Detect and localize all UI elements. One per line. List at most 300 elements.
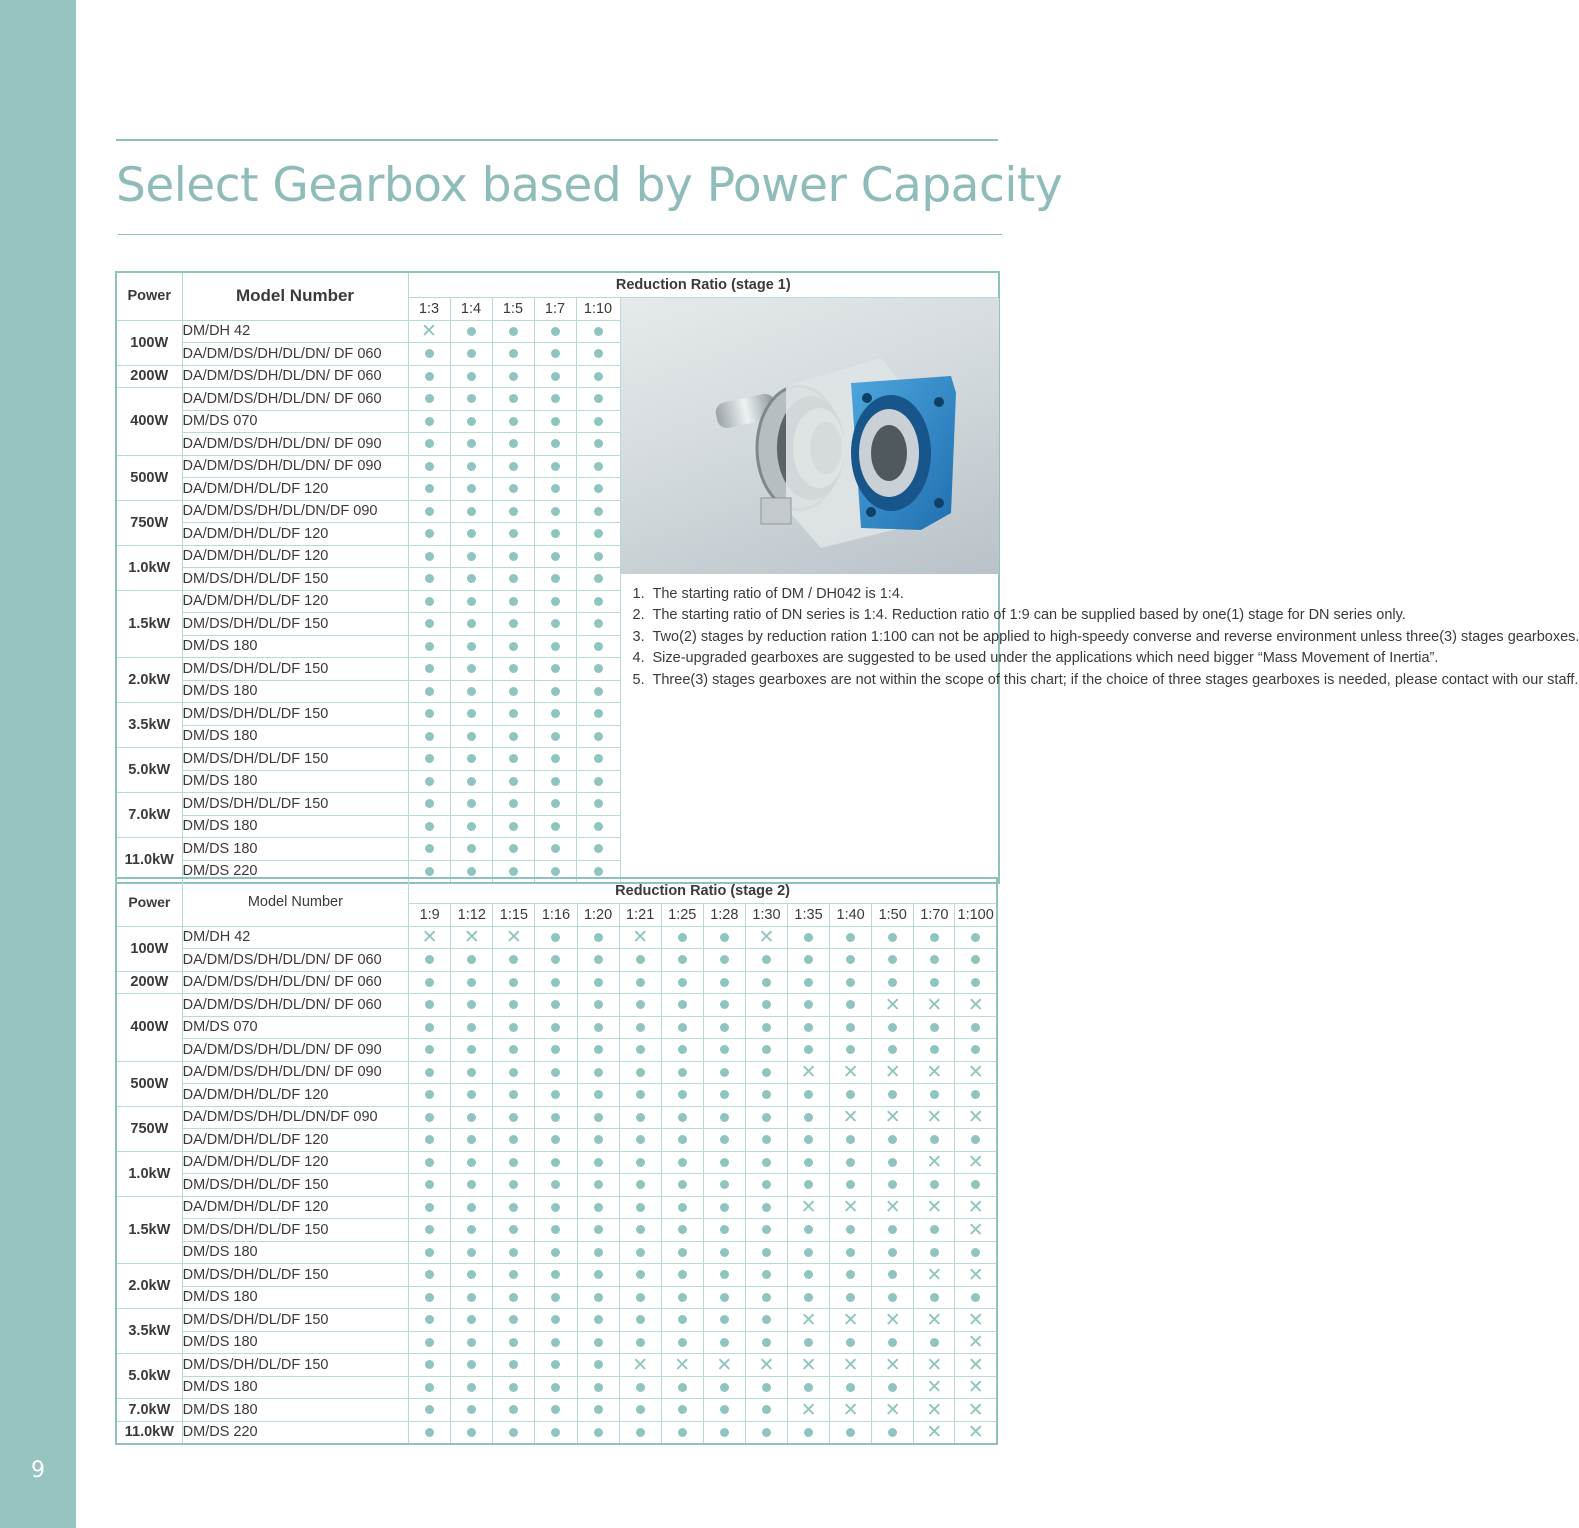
available-dot-icon	[930, 1045, 939, 1054]
ratio-availability-cell	[534, 545, 576, 568]
ratio-availability-cell	[661, 1016, 703, 1039]
model-number-header: Model Number	[182, 878, 409, 926]
table-row	[116, 994, 997, 1017]
model-number-cell: DA/DM/DS/DH/DL/DN/ DF 090	[182, 1061, 409, 1084]
available-dot-icon	[804, 1383, 813, 1392]
ratio-availability-cell	[661, 1129, 703, 1152]
available-dot-icon	[720, 1113, 729, 1122]
ratio-availability-cell	[535, 1354, 577, 1377]
ratio-availability-cell	[577, 1174, 619, 1197]
available-dot-icon	[636, 1045, 645, 1054]
available-dot-icon	[678, 1315, 687, 1324]
available-dot-icon	[804, 1023, 813, 1032]
ratio-availability-cell	[872, 1196, 914, 1219]
model-number-cell: DM/DS 180	[182, 838, 408, 861]
ratio-availability-cell	[534, 523, 576, 546]
ratio-availability-cell	[703, 926, 745, 949]
ratio-availability-cell	[450, 635, 492, 658]
available-dot-icon	[636, 1270, 645, 1279]
available-dot-icon	[971, 978, 980, 987]
available-dot-icon	[846, 1023, 855, 1032]
available-dot-icon	[425, 642, 434, 651]
available-dot-icon	[467, 978, 476, 987]
available-dot-icon	[594, 349, 603, 358]
ratio-availability-cell	[451, 1309, 493, 1332]
ratio-availability-cell	[787, 1219, 829, 1242]
ratio-availability-cell	[619, 949, 661, 972]
available-dot-icon	[509, 1180, 518, 1189]
available-dot-icon	[720, 1090, 729, 1099]
ratio-header-cell: 1:70	[914, 904, 955, 927]
ratio-availability-cell	[577, 1084, 619, 1107]
ratio-availability-cell	[576, 793, 620, 816]
available-dot-icon	[509, 754, 518, 763]
ratio-header-cell: 1:4	[450, 298, 492, 321]
available-dot-icon	[804, 1090, 813, 1099]
available-dot-icon	[762, 1135, 771, 1144]
available-dot-icon	[509, 642, 518, 651]
note-text: The starting ratio of DN series is 1:4. Reduction ratio of 1:9 can be supplied based by one(1) stage for DN series only.	[652, 607, 1406, 624]
available-dot-icon	[971, 955, 980, 964]
ratio-availability-cell	[661, 1264, 703, 1287]
not-available-cross-icon: ✕	[884, 1398, 901, 1421]
table-row	[116, 971, 997, 994]
ratio-availability-cell	[408, 793, 450, 816]
ratio-availability-cell	[955, 1354, 997, 1377]
available-dot-icon	[551, 462, 560, 471]
available-dot-icon	[425, 867, 434, 876]
ratio-availability-cell	[408, 590, 450, 613]
available-dot-icon	[678, 1293, 687, 1302]
available-dot-icon	[636, 1000, 645, 1009]
ratio-availability-cell	[745, 1331, 787, 1354]
ratio-availability-cell	[872, 1084, 914, 1107]
ratio-availability-cell	[577, 1151, 619, 1174]
available-dot-icon	[678, 1338, 687, 1347]
available-dot-icon	[467, 529, 476, 538]
ratio-availability-cell	[830, 1241, 872, 1264]
available-dot-icon	[846, 1270, 855, 1279]
table-row	[116, 1354, 997, 1377]
available-dot-icon	[509, 867, 518, 876]
available-dot-icon	[467, 1405, 476, 1414]
ratio-availability-cell	[534, 478, 576, 501]
model-number-header: Model Number	[182, 272, 408, 320]
power-cell: 100W	[116, 926, 182, 971]
available-dot-icon	[467, 1180, 476, 1189]
ratio-availability-cell	[619, 971, 661, 994]
ratio-availability-cell	[745, 1106, 787, 1129]
not-available-cross-icon: ✕	[842, 1196, 859, 1219]
available-dot-icon	[678, 1203, 687, 1212]
ratio-availability-cell	[914, 1106, 955, 1129]
not-available-cross-icon: ✕	[674, 1353, 691, 1376]
not-available-cross-icon: ✕	[505, 926, 522, 949]
not-available-cross-icon: ✕	[967, 1331, 984, 1354]
available-dot-icon	[762, 1113, 771, 1122]
available-dot-icon	[425, 844, 434, 853]
model-number-cell: DM/DS/DH/DL/DF 150	[182, 793, 408, 816]
available-dot-icon	[971, 1248, 980, 1257]
model-number-cell: DM/DS/DH/DL/DF 150	[182, 1309, 409, 1332]
model-number-cell: DA/DM/DH/DL/DF 120	[182, 523, 408, 546]
available-dot-icon	[467, 1248, 476, 1257]
available-dot-icon	[467, 642, 476, 651]
available-dot-icon	[467, 552, 476, 561]
available-dot-icon	[888, 1270, 897, 1279]
available-dot-icon	[594, 1293, 603, 1302]
available-dot-icon	[551, 1113, 560, 1122]
available-dot-icon	[930, 1338, 939, 1347]
not-available-cross-icon: ✕	[800, 1061, 817, 1084]
available-dot-icon	[509, 844, 518, 853]
available-dot-icon	[551, 709, 560, 718]
ratio-availability-cell	[872, 1264, 914, 1287]
available-dot-icon	[930, 1135, 939, 1144]
ratio-availability-cell	[450, 455, 492, 478]
ratio-availability-cell	[703, 1354, 745, 1377]
ratio-availability-cell	[408, 568, 450, 591]
available-dot-icon	[467, 822, 476, 831]
available-dot-icon	[720, 933, 729, 942]
ratio-availability-cell	[661, 1309, 703, 1332]
available-dot-icon	[971, 933, 980, 942]
ratio-availability-cell	[577, 1129, 619, 1152]
ratio-availability-cell	[492, 343, 534, 366]
ratio-availability-cell	[408, 388, 450, 411]
not-available-cross-icon: ✕	[967, 1263, 984, 1286]
available-dot-icon	[551, 777, 560, 786]
power-cell: 7.0kW	[116, 793, 182, 838]
note-item	[632, 627, 1579, 648]
available-dot-icon	[636, 1203, 645, 1212]
ratio-availability-cell	[745, 994, 787, 1017]
ratio-availability-cell	[493, 1084, 535, 1107]
not-available-cross-icon: ✕	[884, 1196, 901, 1219]
ratio-availability-cell	[451, 1354, 493, 1377]
available-dot-icon	[551, 955, 560, 964]
model-number-cell: DM/DS 180	[182, 725, 408, 748]
ratio-availability-cell	[492, 433, 534, 456]
not-available-cross-icon: ✕	[421, 320, 437, 343]
ratio-availability-cell	[661, 1286, 703, 1309]
available-dot-icon	[509, 439, 518, 448]
ratio-availability-cell	[409, 1106, 451, 1129]
model-number-cell: DA/DM/DS/DH/DL/DN/ DF 060	[182, 994, 409, 1017]
ratio-availability-cell	[661, 1196, 703, 1219]
ratio-availability-cell	[914, 1286, 955, 1309]
ratio-availability-cell	[872, 1354, 914, 1377]
available-dot-icon	[804, 955, 813, 964]
ratio-availability-cell	[493, 926, 535, 949]
available-dot-icon	[551, 417, 560, 426]
ratio-availability-cell	[450, 568, 492, 591]
ratio-availability-cell	[703, 1219, 745, 1242]
available-dot-icon	[888, 1383, 897, 1392]
available-dot-icon	[425, 529, 434, 538]
ratio-availability-cell	[409, 1399, 451, 1422]
ratio-availability-cell	[409, 1151, 451, 1174]
not-available-cross-icon: ✕	[926, 1353, 943, 1376]
available-dot-icon	[509, 709, 518, 718]
available-dot-icon	[846, 1090, 855, 1099]
available-dot-icon	[509, 1428, 518, 1437]
power-cell: 200W	[116, 365, 182, 388]
available-dot-icon	[804, 1000, 813, 1009]
ratio-header-cell: 1:16	[535, 904, 577, 927]
not-available-cross-icon: ✕	[967, 1196, 984, 1219]
available-dot-icon	[720, 1023, 729, 1032]
available-dot-icon	[594, 867, 603, 876]
ratio-availability-cell	[576, 703, 620, 726]
available-dot-icon	[846, 1293, 855, 1302]
ratio-availability-cell	[577, 1196, 619, 1219]
ratio-header-cell: 1:30	[745, 904, 787, 927]
ratio-availability-cell	[576, 545, 620, 568]
ratio-availability-cell	[745, 971, 787, 994]
available-dot-icon	[551, 1428, 560, 1437]
ratio-availability-cell	[409, 1421, 451, 1444]
ratio-availability-cell	[493, 1174, 535, 1197]
available-dot-icon	[509, 1135, 518, 1144]
available-dot-icon	[467, 417, 476, 426]
ratio-availability-cell	[914, 926, 955, 949]
ratio-availability-cell	[492, 770, 534, 793]
available-dot-icon	[509, 327, 518, 336]
available-dot-icon	[636, 1068, 645, 1077]
table-row	[116, 1151, 997, 1174]
ratio-availability-cell	[534, 500, 576, 523]
note-number: 4.	[632, 650, 645, 667]
table-row	[116, 1264, 997, 1287]
ratio-availability-cell	[535, 1016, 577, 1039]
available-dot-icon	[888, 933, 897, 942]
available-dot-icon	[720, 1338, 729, 1347]
model-number-cell: DM/DS 180	[182, 635, 408, 658]
ratio-availability-cell	[409, 1084, 451, 1107]
table-row	[116, 1106, 997, 1129]
ratio-availability-cell	[534, 748, 576, 771]
available-dot-icon	[888, 1135, 897, 1144]
available-dot-icon	[594, 687, 603, 696]
not-available-cross-icon: ✕	[632, 1353, 649, 1376]
ratio-availability-cell	[493, 1309, 535, 1332]
not-available-cross-icon: ✕	[967, 1218, 984, 1241]
ratio-availability-cell	[955, 1286, 997, 1309]
not-available-cross-icon: ✕	[842, 1398, 859, 1421]
ratio-availability-cell	[745, 1174, 787, 1197]
available-dot-icon	[425, 1090, 434, 1099]
available-dot-icon	[930, 1180, 939, 1189]
ratio-availability-cell	[661, 1241, 703, 1264]
ratio-availability-cell	[408, 703, 450, 726]
available-dot-icon	[594, 664, 603, 673]
ratio-availability-cell	[787, 1241, 829, 1264]
ratio-availability-cell	[703, 1174, 745, 1197]
available-dot-icon	[509, 1023, 518, 1032]
available-dot-icon	[930, 978, 939, 987]
ratio-availability-cell	[745, 1376, 787, 1399]
ratio-availability-cell	[450, 410, 492, 433]
available-dot-icon	[762, 1180, 771, 1189]
model-number-cell: DM/DS 180	[182, 1376, 409, 1399]
ratio-header-cell: 1:15	[493, 904, 535, 927]
available-dot-icon	[888, 1225, 897, 1234]
available-dot-icon	[594, 822, 603, 831]
model-number-cell: DM/DS/DH/DL/DF 150	[182, 1264, 409, 1287]
available-dot-icon	[804, 933, 813, 942]
available-dot-icon	[551, 1338, 560, 1347]
ratio-availability-cell	[577, 1354, 619, 1377]
available-dot-icon	[804, 1180, 813, 1189]
available-dot-icon	[425, 777, 434, 786]
table-row	[116, 926, 997, 949]
ratio-availability-cell	[576, 410, 620, 433]
not-available-cross-icon: ✕	[926, 1263, 943, 1286]
ratio-availability-cell	[408, 523, 450, 546]
available-dot-icon	[720, 1068, 729, 1077]
available-dot-icon	[594, 1045, 603, 1054]
ratio-availability-cell	[493, 1421, 535, 1444]
available-dot-icon	[425, 1383, 434, 1392]
available-dot-icon	[551, 1158, 560, 1167]
ratio-availability-cell	[830, 1376, 872, 1399]
available-dot-icon	[720, 1135, 729, 1144]
ratio-header-cell: 1:12	[451, 904, 493, 927]
available-dot-icon	[467, 1000, 476, 1009]
ratio-availability-cell	[493, 1399, 535, 1422]
ratio-availability-cell	[830, 994, 872, 1017]
ratio-availability-cell	[745, 1061, 787, 1084]
available-dot-icon	[551, 867, 560, 876]
available-dot-icon	[720, 955, 729, 964]
ratio-availability-cell	[451, 949, 493, 972]
ratio-availability-cell	[787, 1174, 829, 1197]
available-dot-icon	[425, 732, 434, 741]
available-dot-icon	[678, 933, 687, 942]
power-cell: 750W	[116, 1106, 182, 1151]
available-dot-icon	[467, 1113, 476, 1122]
available-dot-icon	[762, 1270, 771, 1279]
available-dot-icon	[930, 1225, 939, 1234]
not-available-cross-icon: ✕	[926, 1376, 943, 1399]
ratio-availability-cell	[955, 1421, 997, 1444]
available-dot-icon	[425, 1113, 434, 1122]
ratio-availability-cell	[619, 1039, 661, 1062]
ratio-availability-cell	[745, 1196, 787, 1219]
available-dot-icon	[467, 349, 476, 358]
ratio-availability-cell	[534, 680, 576, 703]
ratio-header-cell: 1:20	[577, 904, 619, 927]
ratio-availability-cell	[535, 1084, 577, 1107]
available-dot-icon	[636, 1383, 645, 1392]
available-dot-icon	[762, 1315, 771, 1324]
note-text: The starting ratio of DM / DH042 is 1:4.	[652, 586, 904, 602]
not-available-cross-icon: ✕	[967, 1398, 984, 1421]
available-dot-icon	[594, 1405, 603, 1414]
available-dot-icon	[467, 394, 476, 403]
ratio-availability-cell	[408, 545, 450, 568]
available-dot-icon	[425, 552, 434, 561]
model-number-cell: DM/DS 220	[182, 860, 408, 883]
ratio-header-cell: 1:3	[408, 298, 450, 321]
available-dot-icon	[594, 1113, 603, 1122]
not-available-cross-icon: ✕	[967, 1353, 984, 1376]
power-header: Power	[116, 878, 182, 926]
available-dot-icon	[509, 597, 518, 606]
available-dot-icon	[551, 349, 560, 358]
ratio-availability-cell	[619, 1309, 661, 1332]
available-dot-icon	[888, 1248, 897, 1257]
ratio-availability-cell	[914, 1376, 955, 1399]
header-row	[116, 878, 997, 904]
ratio-availability-cell	[535, 1151, 577, 1174]
power-cell: 400W	[116, 388, 182, 456]
available-dot-icon	[971, 1293, 980, 1302]
available-dot-icon	[551, 1180, 560, 1189]
ratio-availability-cell	[409, 1174, 451, 1197]
ratio-availability-cell	[577, 1264, 619, 1287]
available-dot-icon	[804, 1338, 813, 1347]
available-dot-icon	[636, 1090, 645, 1099]
ratio-availability-cell	[576, 500, 620, 523]
ratio-header-cell: 1:50	[872, 904, 914, 927]
ratio-availability-cell	[409, 971, 451, 994]
ratio-availability-cell	[535, 1421, 577, 1444]
available-dot-icon	[930, 933, 939, 942]
available-dot-icon	[551, 1360, 560, 1369]
ratio-availability-cell	[450, 478, 492, 501]
available-dot-icon	[425, 1428, 434, 1437]
ratio-availability-cell	[830, 1331, 872, 1354]
available-dot-icon	[594, 1023, 603, 1032]
ratio-availability-cell	[661, 1331, 703, 1354]
ratio-availability-cell	[787, 1264, 829, 1287]
ratio-availability-cell	[492, 725, 534, 748]
ratio-availability-cell	[535, 1399, 577, 1422]
available-dot-icon	[467, 574, 476, 583]
ratio-availability-cell	[493, 949, 535, 972]
available-dot-icon	[594, 439, 603, 448]
ratio-availability-cell	[914, 1084, 955, 1107]
ratio-header-cell: 1:10	[576, 298, 620, 321]
ratio-availability-cell	[535, 971, 577, 994]
ratio-availability-cell	[745, 1309, 787, 1332]
available-dot-icon	[888, 955, 897, 964]
ratio-availability-cell	[830, 971, 872, 994]
ratio-availability-cell	[703, 1039, 745, 1062]
available-dot-icon	[594, 1090, 603, 1099]
ratio-availability-cell	[830, 1421, 872, 1444]
available-dot-icon	[551, 1293, 560, 1302]
available-dot-icon	[509, 1158, 518, 1167]
ratio-availability-cell	[535, 1376, 577, 1399]
ratio-availability-cell	[619, 1421, 661, 1444]
available-dot-icon	[425, 1360, 434, 1369]
ratio-availability-cell	[872, 994, 914, 1017]
ratio-availability-cell	[450, 838, 492, 861]
ratio-availability-cell	[955, 1264, 997, 1287]
ratio-availability-cell	[576, 838, 620, 861]
ratio-availability-cell	[955, 1016, 997, 1039]
ratio-availability-cell	[493, 1039, 535, 1062]
available-dot-icon	[425, 1045, 434, 1054]
ratio-availability-cell	[450, 658, 492, 681]
available-dot-icon	[594, 462, 603, 471]
not-available-cross-icon: ✕	[967, 1421, 984, 1444]
available-dot-icon	[720, 1270, 729, 1279]
available-dot-icon	[971, 1135, 980, 1144]
